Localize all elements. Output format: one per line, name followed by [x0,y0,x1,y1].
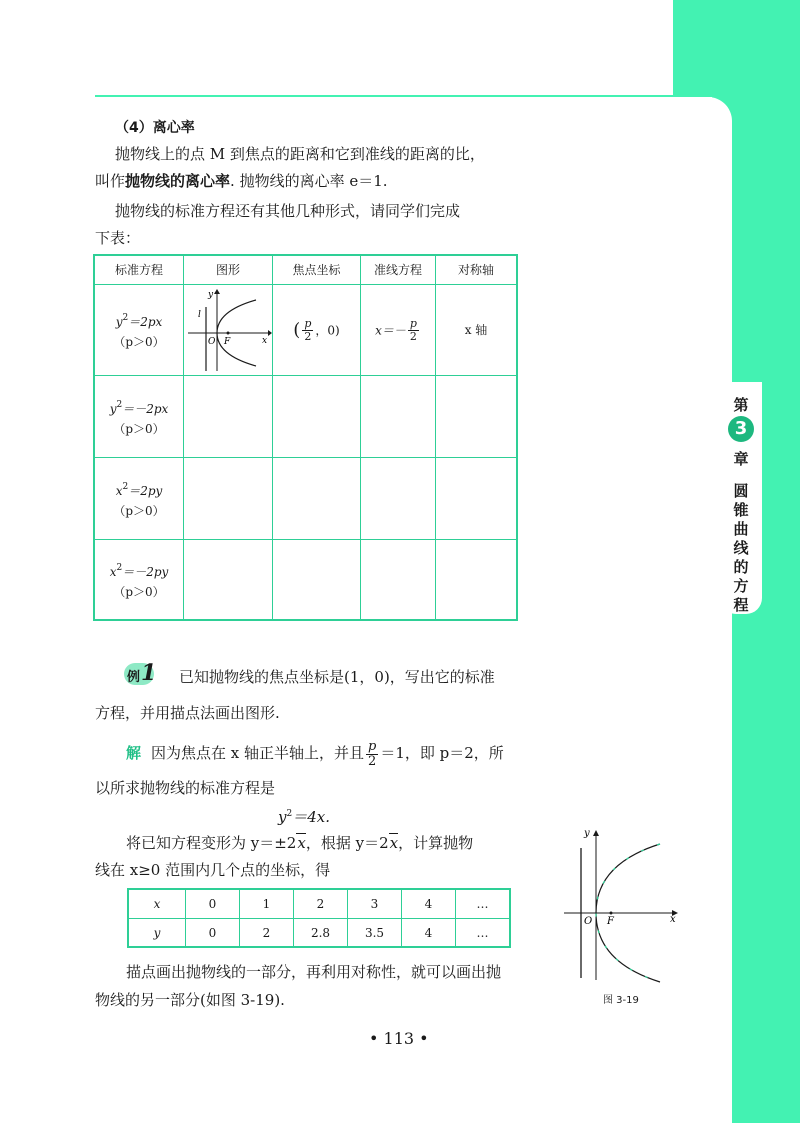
solution-eq-var: y [278,808,287,826]
table-header-focus: 焦点坐标 [292,263,341,277]
closing-line-2: 物线的另一部分(如图 3-19). [95,991,285,1009]
solution-text-a: 因为焦点在 x 轴正半轴上，并且 [151,744,365,762]
solution-line-1 [126,736,504,770]
chapter-title [720,482,762,615]
sketch-origin-label: O [208,337,216,347]
sketch-l-label: l [198,310,201,320]
example-badge [124,660,162,687]
y-value: 2 [262,926,271,940]
example-badge-label: 例 [127,670,141,685]
solution-frac-den: 2 [368,753,377,769]
example-line-1: 已知抛物线的焦点坐标是(1，0)，写出它的标准 [179,668,495,686]
chapter-tab [720,382,762,614]
row-3-eq-sup: 2 [122,481,129,492]
chapter-title-char: 圆 [733,482,749,500]
sketch-x-label: x [262,336,268,346]
x-value: 1 [262,897,271,911]
row-4-equation [95,540,183,619]
page-number: • 113 • [369,1029,429,1048]
fig-f-label: F [607,916,614,927]
chapter-number-badge: 3 [728,416,754,442]
row-2-condition: （p＞0） [113,421,165,436]
value-table-x-label: x [153,897,161,911]
row-1-equation [95,285,183,375]
x-value: … [476,897,489,911]
intro-line-2: 下表： [95,229,141,247]
focus-close: ，0) [315,323,340,337]
table-header-axis: 对称轴 [457,263,494,277]
x-value: 4 [424,897,433,911]
header-rule [95,95,715,97]
x-value: 0 [208,897,217,911]
row-1-focus [273,285,360,375]
fig-y-arrow [593,830,599,836]
chapter-title-char: 的 [733,558,749,576]
fig-focus-point [610,912,613,915]
eccentricity-line-1: 抛物线上的点 M 到焦点的距离和它到准线的距离的比， [115,145,485,163]
focus-fraction [302,318,313,343]
row-2-eq-rest: ＝－2px [122,401,169,416]
y-value: 4 [424,926,433,940]
y-value: 3.5 [364,926,385,940]
fig-origin-label: O [584,916,593,927]
figure-caption: 图 3-19 [603,995,639,1006]
focus-frac-num: p [304,316,312,330]
solution-line3-a: 将已知方程变形为 y＝±2 [126,834,297,852]
solution-line3-b: ，根据 y＝2 [305,834,389,852]
eccentricity-suffix: . 抛物线的离心率 e＝1. [230,172,388,190]
row-4-eq-sup: 2 [116,562,123,573]
table-header-directrix: 准线方程 [373,263,422,277]
focus-open-paren: ( [293,319,301,340]
chapter-title-char: 曲 [733,520,749,538]
solution-frac-num: p [368,738,377,754]
y-value: … [476,926,489,940]
sketch-focus-point [227,332,230,335]
row-1-eq-sup: 2 [122,313,129,323]
row-3-equation [95,458,183,539]
solution-eq-rest: ＝4x. [292,808,330,826]
intro-line-1: 抛物线的标准方程还有其他几种形式，请同学们完成 [115,202,461,220]
solution-line-3 [126,833,473,853]
eccentricity-term: 抛物线的离心率 [125,172,231,190]
standard-equation-table [93,254,518,621]
sketch-x-arrow [268,330,272,336]
eccentricity-prefix: 叫作 [95,172,126,190]
y-value: 2.8 [310,926,331,940]
row-2-eq-sup: 2 [116,399,123,410]
parabola-sketch [184,285,272,375]
figure-3-19 [560,824,685,984]
solution-equation [278,804,330,827]
sqrt-x-2: x [389,834,399,852]
solution-line-4: 线在 x≥0 范围内几个点的坐标，得 [95,861,331,879]
solution-fraction [366,740,378,769]
table-header-graph: 图形 [215,263,240,277]
y-value: 0 [208,926,217,940]
chapter-title-char: 锥 [733,501,749,519]
example-badge-number: 1 [141,660,157,686]
focus-frac-den: 2 [304,329,312,343]
row-1-condition: （p＞0） [113,335,165,349]
x-value: 3 [370,897,379,911]
example-line-2: 方程，并用描点法画出图形. [95,704,280,722]
closing-line-1: 描点画出抛物线的一部分，再利用对称性，就可以画出抛 [126,963,502,981]
row-1-directrix [361,285,435,375]
row-2-equation [95,376,183,457]
solution-line-2: 以所求抛物线的标准方程是 [95,779,276,797]
solution-text-b: ＝1，即 p＝2，所 [380,744,504,762]
row-2-eq-var: y [109,401,117,416]
sketch-y-label: y [208,290,214,300]
fig-x-label: x [670,914,676,925]
green-header-band [673,0,800,96]
sketch-f-label: F [224,337,231,347]
x-value: 2 [316,897,325,911]
row-1-eq-var: y [115,315,123,329]
solution-line3-c: ，计算抛物 [398,834,474,852]
table-header-equation: 标准方程 [114,263,163,277]
sqrt-x-1: x [297,834,306,852]
chapter-title-char: 线 [733,539,749,557]
chapter-title-char: 程 [733,596,749,614]
row-1-graph [184,285,272,375]
directrix-prefix: x＝－ [375,323,406,337]
fig-y-label: y [584,828,590,839]
row-3-condition: （p＞0） [113,503,165,518]
solution-eq-sup: 2 [286,809,293,819]
row-4-eq-rest: ＝－2py [122,564,169,579]
section-heading: （4）离心率 [115,120,195,136]
row-3-eq-rest: ＝2py [128,483,163,498]
directrix-frac-den: 2 [409,329,417,343]
eccentricity-line-2 [95,171,388,191]
sketch-y-arrow [214,289,220,294]
row-1-axis: x 轴 [464,323,488,337]
value-table-y-label: y [153,926,161,940]
chapter-tab-suffix: 章 [733,450,749,468]
chapter-title-char: 方 [733,577,749,595]
chapter-tab-prefix: 第 [733,396,749,414]
row-4-condition: （p＞0） [113,584,165,599]
directrix-frac-num: p [409,316,417,330]
row-3-eq-var: x [115,483,123,498]
row-4-eq-var: x [109,564,117,579]
directrix-fraction [408,318,419,343]
solution-label: 解 [126,744,142,762]
row-1-eq-rest: ＝2px [128,315,163,329]
value-table [127,888,511,948]
